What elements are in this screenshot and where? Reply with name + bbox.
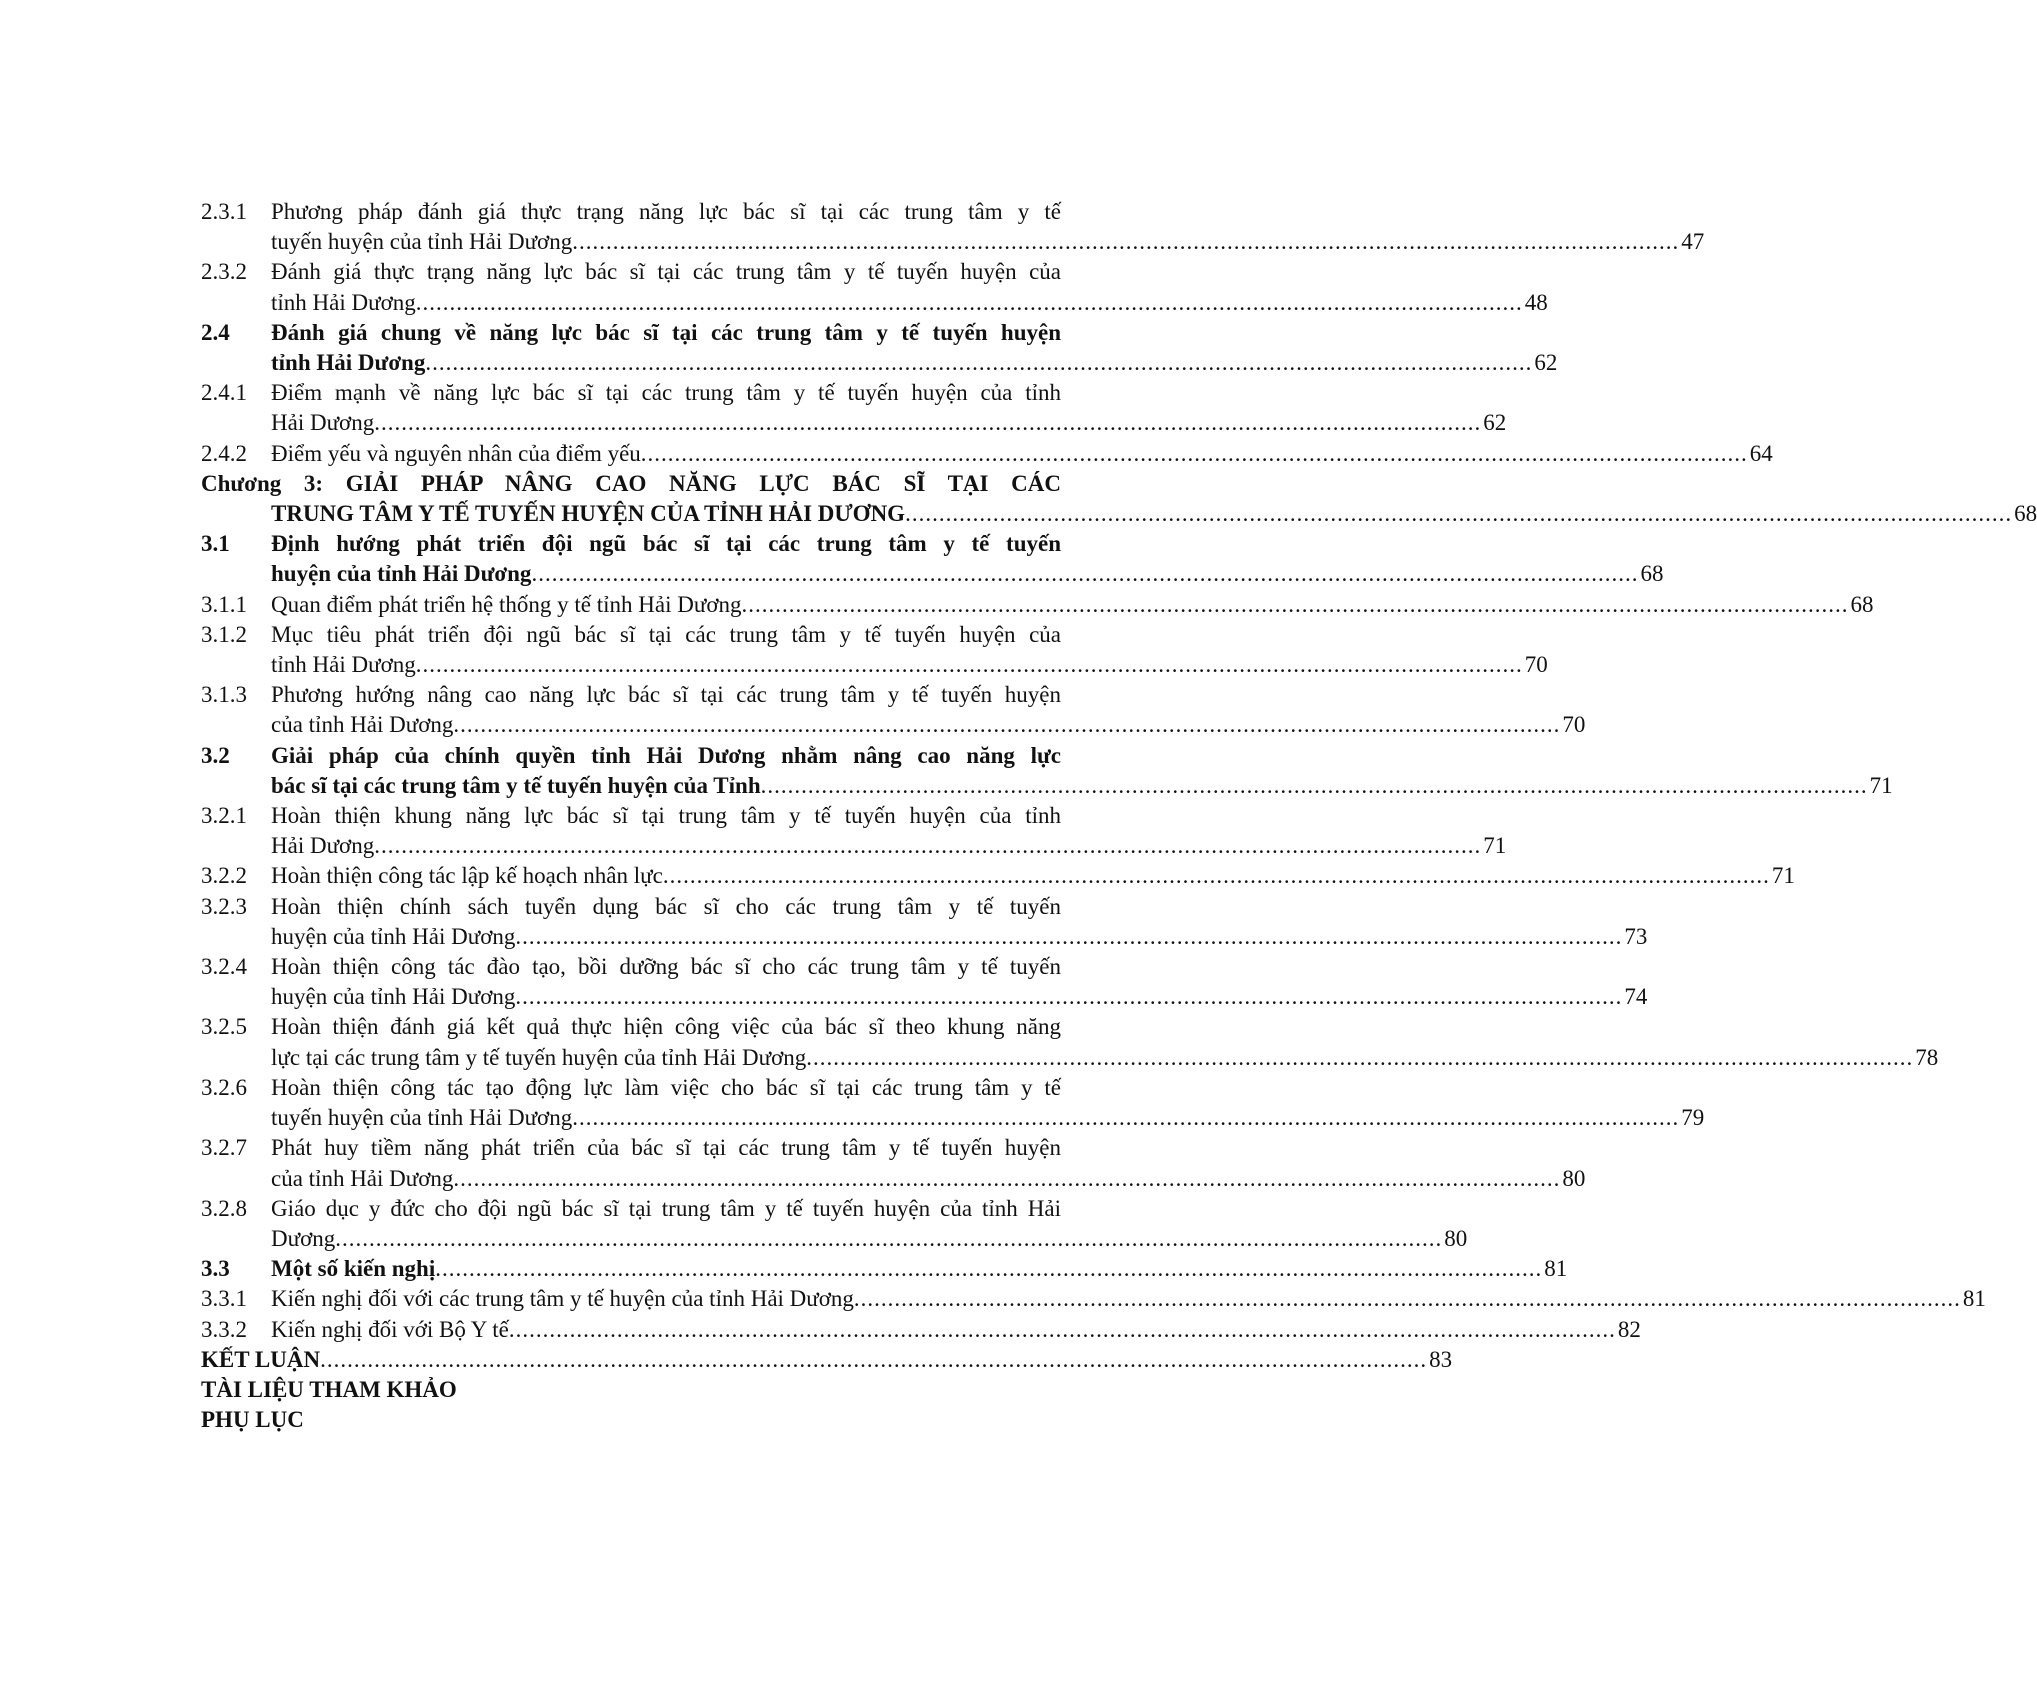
toc-entry-3-3[interactable]	[201, 1254, 1568, 1284]
toc-entry-2-4-1[interactable]	[201, 378, 1507, 438]
toc-page-number: 79	[1681, 1105, 1705, 1131]
toc-entry-title: Một số kiến nghị	[271, 1256, 436, 1282]
dot-leader: ....................................................................................................................................................................	[853, 1286, 1961, 1312]
toc-entry-appendix[interactable]: PHỤ LỤC	[201, 1407, 304, 1433]
toc-entry-title-cont: tuyến huyện của tỉnh Hải Dương	[271, 1105, 573, 1131]
toc-entry-conclusion[interactable]	[201, 1345, 1453, 1375]
toc-entry-number: 2.3.2	[201, 259, 247, 285]
toc-entry-title-cont: tỉnh Hải Dương	[271, 350, 426, 376]
toc-entry-number: 2.3.1	[201, 199, 247, 224]
toc-entry-title-cont: Dương	[271, 1225, 336, 1251]
toc-entry-number: 3.3.1	[201, 1286, 247, 1312]
toc-entry-title: Hoàn thiện chính sách tuyển dụng bác sĩ cho các trung tâm y tế tuyến	[271, 893, 1061, 919]
toc-entry-title: Điểm yếu và nguyên nhân của điểm yếu	[271, 440, 641, 466]
toc-entry-title: Định hướng phát triển đội ngũ bác sĩ tại các trung tâm y tế tuyến	[271, 531, 1061, 557]
toc-entry-title-cont: lực tại các trung tâm y tế tuyến huyện của tỉnh Hải Dương	[271, 1044, 807, 1070]
toc-entry-3-3-2[interactable]	[201, 1315, 1641, 1345]
toc-entry-title: Hoàn thiện khung năng lực bác sĩ tại trung tâm y tế tuyến huyện của tỉnh	[271, 803, 1061, 829]
toc-entry-2-4-2[interactable]	[201, 439, 1773, 469]
toc-entry-title: Đánh giá chung về năng lực bác sĩ tại các trung tâm y tế tuyến huyện	[271, 319, 1061, 345]
dot-leader: ....................................................................................................................................................................	[374, 833, 1482, 859]
toc-entry-title: Giáo dục y đức cho đội ngũ bác sĩ tại trung tâm y tế tuyến huyện của tỉnh Hải	[271, 1195, 1061, 1221]
toc-entry-2-4[interactable]	[201, 318, 1558, 378]
dot-leader: ....................................................................................................................................................................	[572, 1105, 1680, 1131]
toc-entry-number: 3.3.2	[201, 1316, 247, 1342]
toc-entry-title: Phương hướng nâng cao năng lực bác sĩ tại các trung tâm y tế tuyến huyện	[271, 682, 1061, 708]
toc-entry-references[interactable]: TÀI LIỆU THAM KHẢO	[201, 1376, 457, 1402]
toc-chapter-3[interactable]	[201, 469, 2037, 529]
toc-entry-3-2-5[interactable]	[201, 1012, 1939, 1072]
toc-page-number: 64	[1749, 440, 1773, 466]
toc-entry-number: 3.2.1	[201, 803, 247, 829]
chapter-title-cont: TRUNG TÂM Y TẾ TUYẾN HUYỆN CỦA TỈNH HẢI DƯƠNG	[271, 501, 906, 527]
toc-page-number: 48	[1524, 289, 1548, 315]
toc-entry-number: 3.1.2	[201, 621, 247, 647]
toc-entry-number: 3.2	[201, 742, 230, 768]
dot-leader: ....................................................................................................................................................................	[905, 501, 2013, 527]
dot-leader: ....................................................................................................................................................................	[415, 289, 1523, 315]
toc-page-number: 68	[1640, 561, 1664, 587]
toc-page-number: 71	[1771, 863, 1795, 889]
toc-page-number: 70	[1562, 712, 1586, 738]
toc-entry-number: 3.2.5	[201, 1014, 247, 1040]
toc-entry-title-cont: huyện của tỉnh Hải Dương	[271, 984, 516, 1010]
toc-entry-title: Hoàn thiện công tác tạo động lực làm việc cho bác sĩ tại các trung tâm y tế	[271, 1074, 1061, 1100]
toc-page-number: 80	[1444, 1225, 1468, 1251]
toc-entry-3-1[interactable]	[201, 529, 1664, 589]
toc-entry-3-2-6[interactable]	[201, 1073, 1705, 1133]
toc-page-number: 68	[1850, 591, 1874, 617]
toc-page-number: 68	[2014, 501, 2037, 527]
toc-page-number: 83	[1429, 1346, 1453, 1372]
dot-leader: ....................................................................................................................................................................	[453, 1165, 1561, 1191]
dot-leader: ....................................................................................................................................................................	[741, 591, 1849, 617]
dot-leader: ....................................................................................................................................................................	[435, 1256, 1543, 1282]
toc-entry-3-2-3[interactable]	[201, 892, 1648, 952]
table-of-contents	[201, 197, 2037, 1435]
toc-entry-title-cont: tỉnh Hải Dương	[271, 289, 416, 315]
toc-entry-title: Kiến nghị đối với Bộ Y tế	[271, 1316, 509, 1342]
toc-page-number: 73	[1624, 923, 1648, 949]
toc-entry-title-cont: tỉnh Hải Dương	[271, 652, 416, 678]
toc-entry-3-2-1[interactable]	[201, 801, 1507, 861]
toc-entry-3-1-1[interactable]	[201, 590, 1874, 620]
toc-page-number: 78	[1915, 1044, 1939, 1070]
toc-entry-3-2-8[interactable]	[201, 1194, 1468, 1254]
toc-entry-number: 3.2.4	[201, 954, 247, 980]
toc-entry-2-3-1[interactable]	[201, 197, 1705, 257]
toc-page-number: 81	[1962, 1286, 1986, 1312]
dot-leader: ....................................................................................................................................................................	[662, 863, 1770, 889]
dot-leader: ....................................................................................................................................................................	[320, 1346, 1428, 1372]
dot-leader: ....................................................................................................................................................................	[515, 923, 1623, 949]
toc-entry-title: Hoàn thiện đánh giá kết quả thực hiện công việc của bác sĩ theo khung năng	[271, 1014, 1061, 1040]
toc-entry-title: Quan điểm phát triển hệ thống y tế tỉnh Hải Dương	[271, 591, 742, 617]
toc-entry-title: Hoàn thiện công tác đào tạo, bồi dưỡng bác sĩ cho các trung tâm y tế tuyến	[271, 954, 1061, 980]
dot-leader: ....................................................................................................................................................................	[415, 652, 1523, 678]
dot-leader: ....................................................................................................................................................................	[453, 712, 1561, 738]
toc-entry-3-2-4[interactable]	[201, 952, 1648, 1012]
toc-entry-number: 2.4.1	[201, 380, 247, 406]
toc-entry-title: Giải pháp của chính quyền tỉnh Hải Dương nhằm nâng cao năng lực	[271, 742, 1061, 768]
toc-entry-3-3-1[interactable]	[201, 1284, 1986, 1314]
toc-entry-title: KẾT LUẬN	[201, 1346, 321, 1372]
toc-page-number: 70	[1524, 652, 1548, 678]
dot-leader: ....................................................................................................................................................................	[515, 984, 1623, 1010]
toc-entry-title-cont: tuyến huyện của tỉnh Hải Dương	[271, 229, 573, 255]
dot-leader: ....................................................................................................................................................................	[760, 772, 1868, 798]
toc-entry-title-cont: huyện của tỉnh Hải Dương	[271, 923, 516, 949]
toc-page-number: 71	[1869, 772, 1893, 798]
toc-entry-number: 3.1	[201, 531, 230, 557]
toc-entry-number: 3.2.7	[201, 1135, 247, 1161]
toc-page-number: 81	[1544, 1256, 1568, 1282]
toc-entry-title: Phát huy tiềm năng phát triển của bác sĩ tại các trung tâm y tế tuyến huyện	[271, 1135, 1061, 1161]
dot-leader: ....................................................................................................................................................................	[572, 229, 1680, 255]
toc-entry-2-3-2[interactable]	[201, 257, 1548, 317]
toc-entry-title-cont: bác sĩ tại các trung tâm y tế tuyến huyện của Tỉnh	[271, 772, 761, 798]
toc-entry-number: 3.2.6	[201, 1074, 247, 1100]
dot-leader: ....................................................................................................................................................................	[640, 440, 1748, 466]
toc-entry-title-cont: Hải Dương	[271, 410, 375, 436]
toc-entry-title: Phương pháp đánh giá thực trạng năng lực bác sĩ tại các trung tâm y tế	[271, 199, 1061, 224]
toc-entry-number: 3.2.3	[201, 893, 247, 919]
toc-entry-number: 3.2.8	[201, 1195, 247, 1221]
toc-entry-title: Điểm mạnh về năng lực bác sĩ tại các trung tâm y tế tuyến huyện của tỉnh	[271, 380, 1061, 406]
toc-entry-title-cont: của tỉnh Hải Dương	[271, 1165, 454, 1191]
toc-entry-title: Mục tiêu phát triển đội ngũ bác sĩ tại các trung tâm y tế tuyến huyện của	[271, 621, 1061, 647]
toc-page-number: 62	[1483, 410, 1507, 436]
dot-leader: ....................................................................................................................................................................	[508, 1316, 1616, 1342]
toc-entry-number: 3.1.1	[201, 591, 247, 617]
toc-page-number: 71	[1483, 833, 1507, 859]
toc-entry-number: 3.2.2	[201, 863, 247, 889]
dot-leader: ....................................................................................................................................................................	[374, 410, 1482, 436]
toc-entry-3-1-3[interactable]	[201, 680, 1586, 740]
toc-page-number: 62	[1534, 350, 1558, 376]
toc-entry-number: 3.3	[201, 1256, 230, 1282]
toc-page-number: 80	[1562, 1165, 1586, 1191]
toc-entry-title: Đánh giá thực trạng năng lực bác sĩ tại các trung tâm y tế tuyến huyện của	[271, 259, 1061, 285]
toc-entry-number: 2.4	[201, 319, 230, 345]
dot-leader: ....................................................................................................................................................................	[531, 561, 1639, 587]
toc-entry-title-cont: Hải Dương	[271, 833, 375, 859]
dot-leader: ....................................................................................................................................................................	[335, 1225, 1443, 1251]
toc-entry-title: Hoàn thiện công tác lập kế hoạch nhân lực	[271, 863, 663, 889]
toc-entry-number: 2.4.2	[201, 440, 247, 466]
toc-page-number: 82	[1617, 1316, 1641, 1342]
toc-entry-title-cont: huyện của tỉnh Hải Dương	[271, 561, 532, 587]
toc-page-number: 74	[1624, 984, 1648, 1010]
toc-entry-3-1-2[interactable]	[201, 620, 1548, 680]
chapter-title: Chương 3: GIẢI PHÁP NÂNG CAO NĂNG LỰC BÁC SĨ TẠI CÁC	[201, 470, 1061, 496]
toc-entry-3-2[interactable]	[201, 741, 1893, 801]
toc-entry-title: Kiến nghị đối với các trung tâm y tế huyện của tỉnh Hải Dương	[271, 1286, 854, 1312]
toc-entry-number: 3.1.3	[201, 682, 247, 708]
toc-entry-3-2-7[interactable]	[201, 1133, 1586, 1193]
dot-leader: ....................................................................................................................................................................	[425, 350, 1533, 376]
toc-entry-3-2-2[interactable]	[201, 861, 1795, 891]
dot-leader: ....................................................................................................................................................................	[806, 1044, 1914, 1070]
toc-page-number: 47	[1681, 229, 1705, 255]
toc-entry-title-cont: của tỉnh Hải Dương	[271, 712, 454, 738]
